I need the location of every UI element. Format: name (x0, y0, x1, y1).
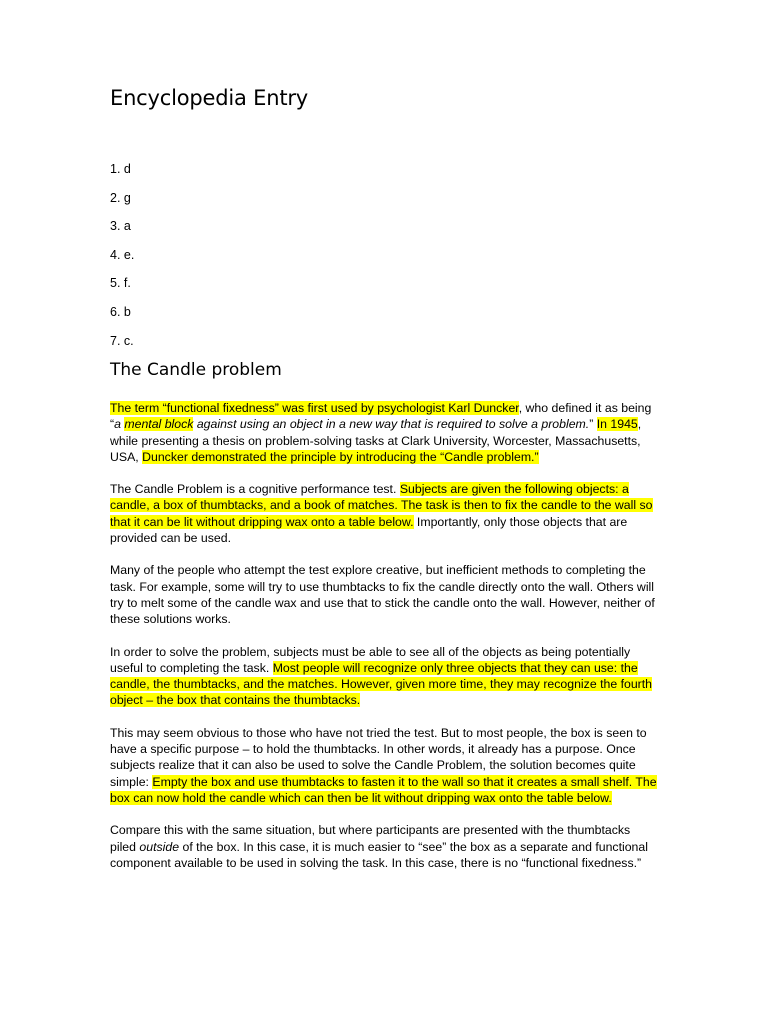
highlight: Duncker demonstrated the principle by introducing the “Candle problem.” (142, 449, 539, 464)
highlight: Empty the box and use thumbtacks to fasten it to the wall so that it creates a small shelf. The box can now hold the candle which can then be lit without dripping wax onto the table below. (110, 774, 657, 805)
answer-item: 1. d (110, 162, 131, 176)
answer-item: 7. c. (110, 333, 134, 348)
text-italic: a (114, 417, 125, 432)
text: of the box. In this case, it is much easier to “see” the box as a separate and functional component available to be used in solving the task. In this case, there is no “functional fixedness.” (110, 839, 648, 870)
answer-list (110, 160, 134, 360)
paragraph-2 (110, 481, 658, 546)
highlight: In 1945 (596, 417, 638, 432)
text: In order to solve the problem, subjects must be able to see all of the objects as being potentially useful to completing the task. (110, 644, 631, 675)
document-title: Encyclopedia Entry (110, 86, 309, 110)
highlight: Most people will recognize only three objects that they can use: the candle, the thumbtacks, and the matches. However, given more time, they may recognize the fourth object – the box that contains the thumbtacks. (110, 660, 653, 708)
answer-item: 5. f. (110, 276, 131, 291)
text-italic: against using an object in a new way that is required to solve a problem. (193, 417, 590, 432)
paragraph-5 (110, 725, 658, 806)
article-body (110, 400, 658, 887)
text: , who defined it as being “ (110, 401, 652, 432)
text: , while presenting a thesis on problem-solving tasks at Clark University, Worcester, Massachusetts, USA, (110, 417, 642, 464)
paragraph-6 (110, 822, 658, 871)
text: Importantly, only those objects that are provided can be used. (110, 514, 628, 546)
paragraph-3: Many of the people who attempt the test explore creative, but inefficient methods to completing the task. For example, some will try to use thumbtacks to fix the candle directly onto the wall. Others will try to melt some of the candle wax and use that to stick the candle onto the wall. However, neither of these solutions works. (110, 563, 655, 627)
answer-item: 6. b (110, 304, 131, 319)
section-title: The Candle problem (110, 360, 282, 380)
highlight-italic: mental block (124, 417, 194, 432)
highlight: The term “functional fixedness” was first used by psychologist Karl Duncker (110, 401, 519, 415)
text: The Candle Problem is a cognitive performance test. (110, 482, 400, 497)
answer-item: 3. a (110, 219, 131, 234)
highlight: Subjects are given the following objects: a candle, a box of thumbtacks, and a book of matches. The task is then to fix the candle to the wall so that it can be lit without dripping wax onto a table below. (110, 482, 653, 529)
text-italic: outside (139, 839, 180, 854)
answer-item: 2. g (110, 190, 131, 205)
paragraph-4 (110, 644, 658, 709)
text: ” (589, 417, 597, 432)
text: Compare this with the same situation, but where participants are presented with the thumbtacks piled (110, 823, 631, 854)
paragraph-1 (110, 400, 658, 465)
answer-item: 4. e. (110, 247, 135, 262)
text: This may seem obvious to those who have not tried the test. But to most people, the box is seen to have a specific purpose – to hold the thumbtacks. In other words, it already has a purpose. Once subjects realize that it can also be used to solve the Candle Problem, the solution becomes quite simple: (110, 725, 647, 789)
